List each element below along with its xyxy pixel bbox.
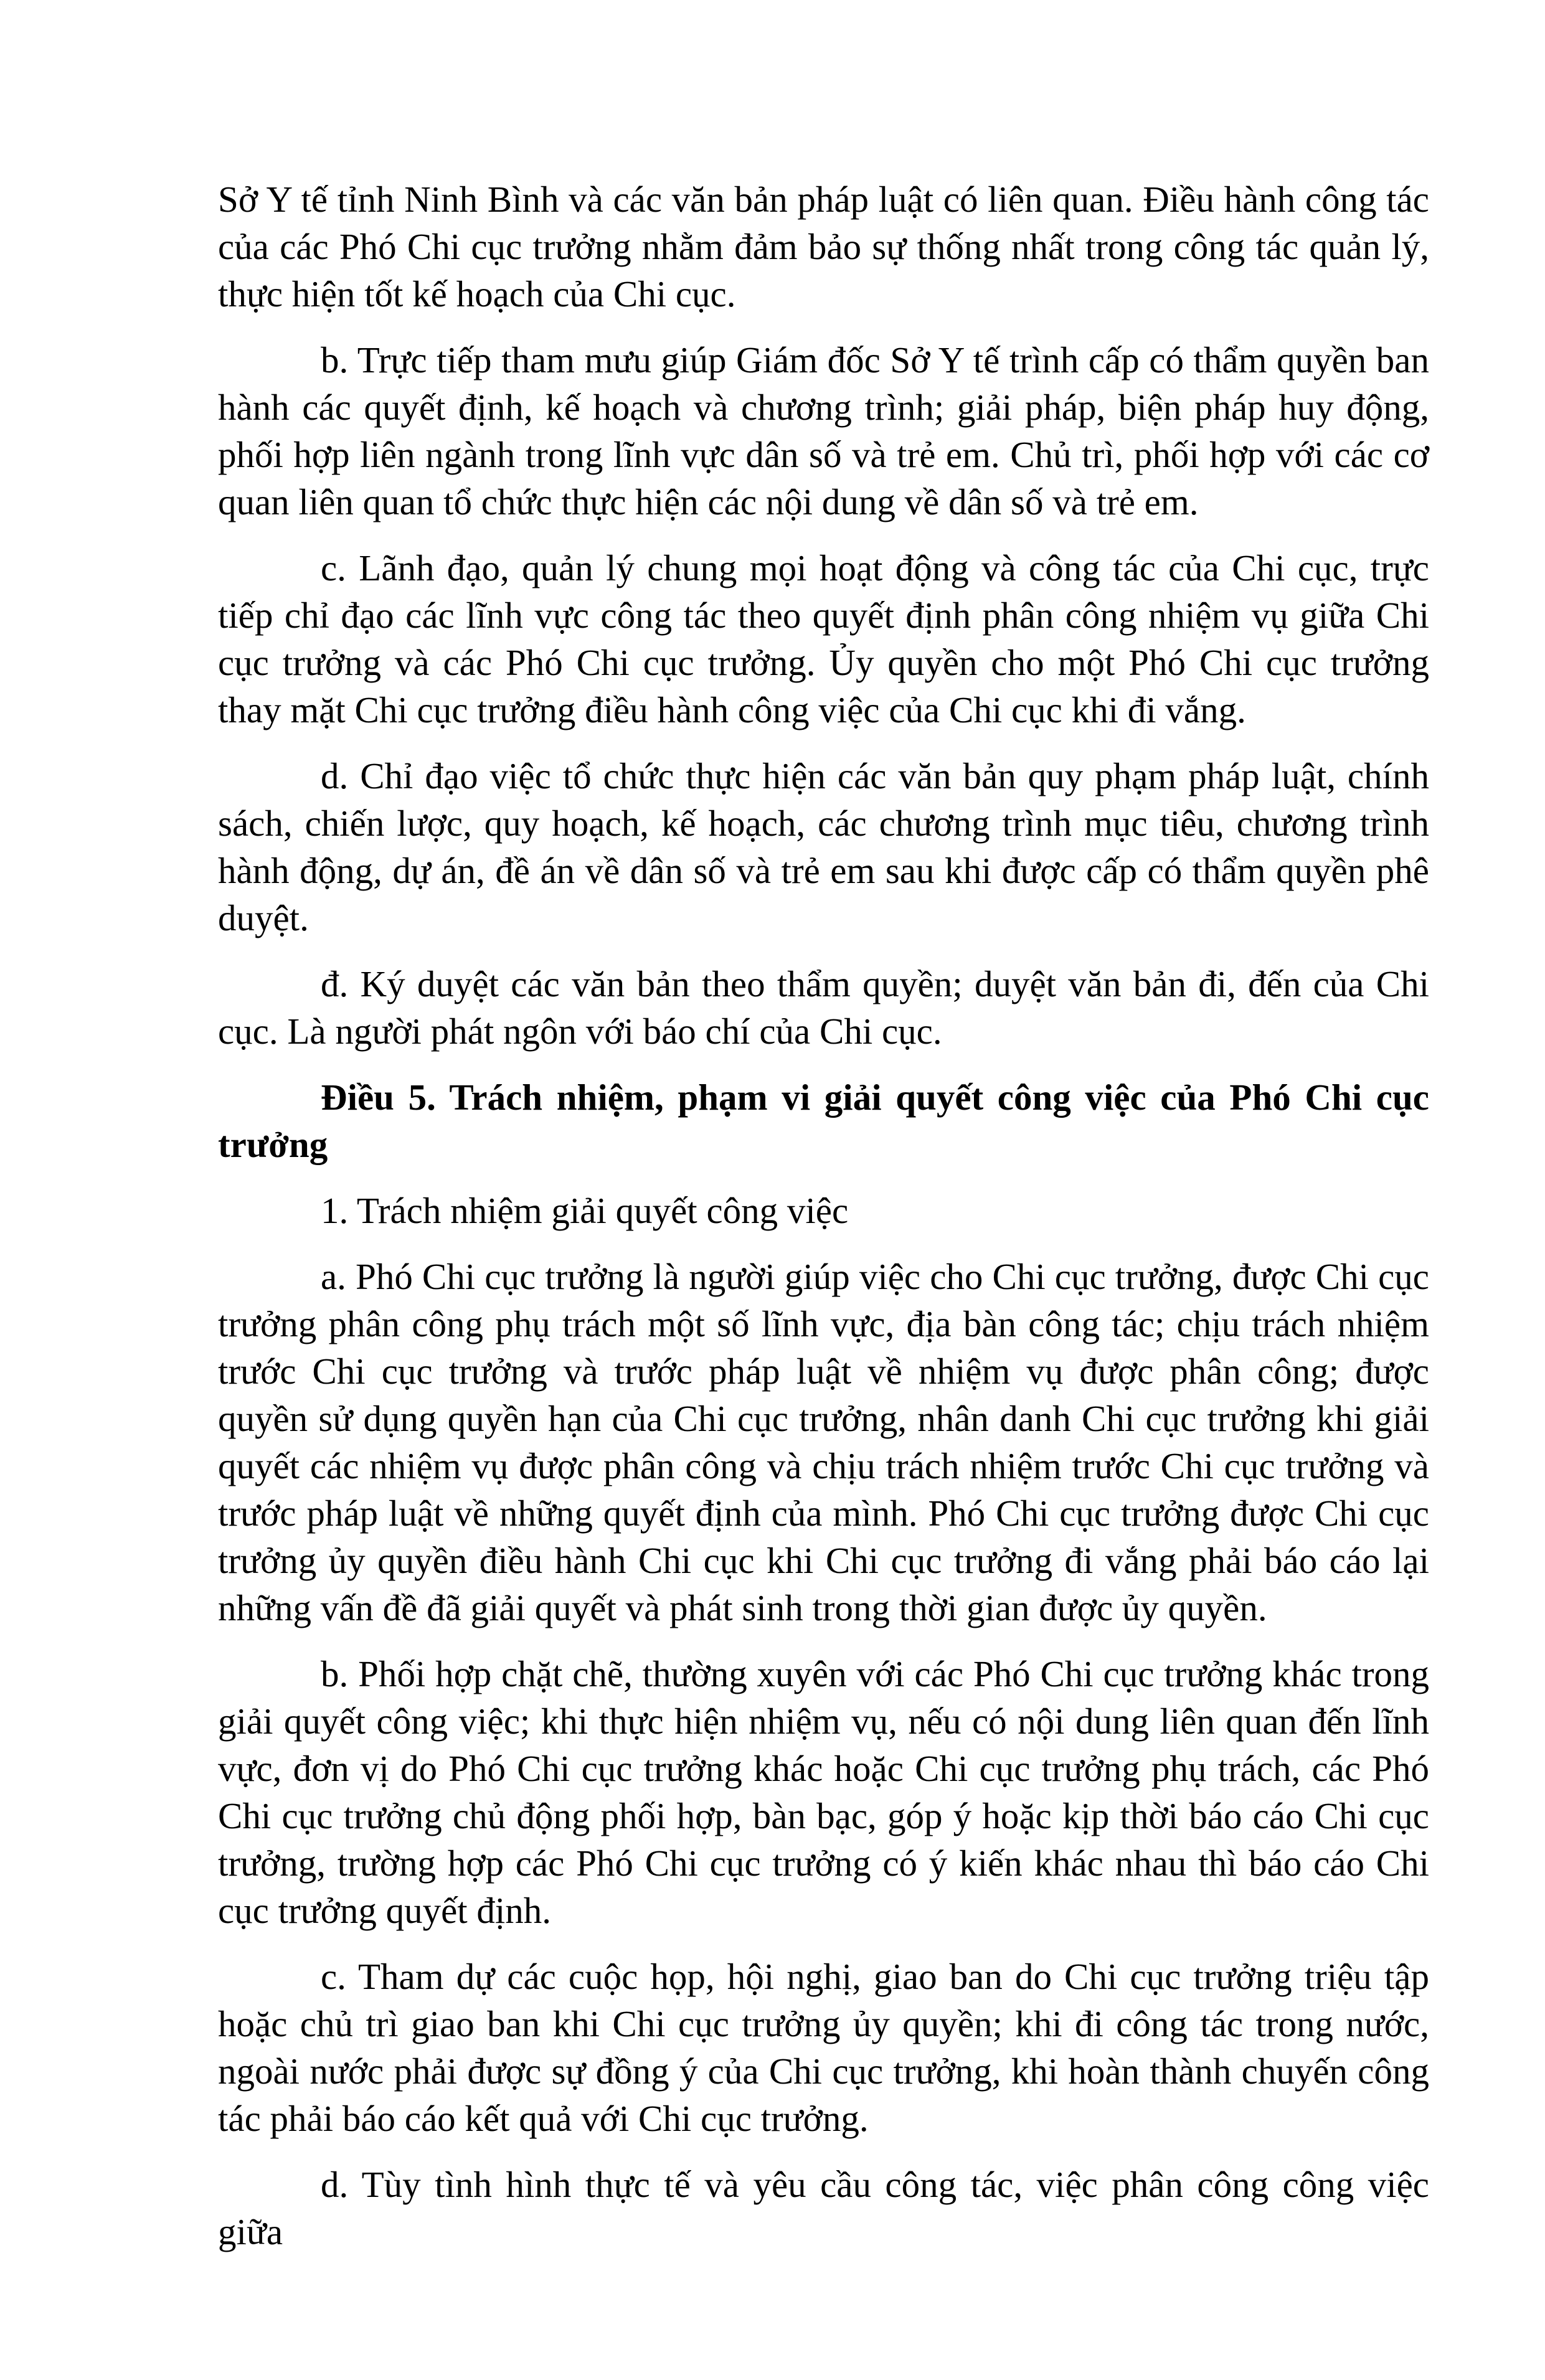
paragraph-item-a-article-5: a. Phó Chi cục trưởng là người giúp việc cho Chi cục trưởng, được Chi cục trưởng phân công phụ trách một số lĩnh vực, địa bàn công tác; chịu trách nhiệm trước Chi cục trưởng và trước pháp luật về nhiệm vụ được phân công; được quyền sử dụng quyền hạn của Chi cục trưởng, nhân danh Chi cục trưởng khi giải quyết các nhiệm vụ được phân công và chịu trách nhiệm trước Chi cục trưởng và trước pháp luật về những quyết định của mình. Phó Chi cục trưởng được Chi cục trưởng ủy quyền điều hành Chi cục khi Chi cục trưởng đi vắng phải báo cáo lại những vấn đề đã giải quyết và phát sinh trong thời gian được ủy quyền. [218,1256,1429,1628]
paragraph-section-1: 1. Trách nhiệm giải quyết công việc [321,1190,849,1231]
paragraph-item-dd-article-4: đ. Ký duyệt các văn bản theo thẩm quyền; duyệt văn bản đi, đến của Chi cục. Là người phát ngôn với báo chí của Chi cục. [218,963,1429,1052]
paragraph-item-b-article-5: b. Phối hợp chặt chẽ, thường xuyên với các Phó Chi cục trưởng khác trong giải quyết công việc; khi thực hiện nhiệm vụ, nếu có nội dung liên quan đến lĩnh vực, đơn vị do Phó Chi cục trưởng khác hoặc Chi cục trưởng phụ trách, các Phó Chi cục trưởng chủ động phối hợp, bàn bạc, góp ý hoặc kịp thời báo cáo Chi cục trưởng, trường hợp các Phó Chi cục trưởng có ý kiến khác nhau thì báo cáo Chi cục trưởng quyết định. [218,1653,1429,1931]
article-5-heading: Điều 5. Trách nhiệm, phạm vi giải quyết công việc của Phó Chi cục trưởng [218,1077,1429,1165]
paragraph-item-d-article-4: d. Chỉ đạo việc tổ chức thực hiện các văn bản quy phạm pháp luật, chính sách, chiến lược, quy hoạch, kế hoạch, các chương trình mục tiêu, chương trình hành động, dự án, đề án về dân số và trẻ em sau khi được cấp có thẩm quyền phê duyệt. [218,755,1429,938]
paragraph-item-c-article-4: c. Lãnh đạo, quản lý chung mọi hoạt động và công tác của Chi cục, trực tiếp chỉ đạo các lĩnh vực công tác theo quyết định phân công nhiệm vụ giữa Chi cục trưởng và các Phó Chi cục trưởng. Ủy quyền cho một Phó Chi cục trưởng thay mặt Chi cục trưởng điều hành công việc của Chi cục khi đi vắng. [218,547,1429,730]
paragraph-item-b-article-4: b. Trực tiếp tham mưu giúp Giám đốc Sở Y tế trình cấp có thẩm quyền ban hành các quyết định, kế hoạch và chương trình; giải pháp, biện pháp huy động, phối hợp liên ngành trong lĩnh vực dân số và trẻ em. Chủ trì, phối hợp với các cơ quan liên quan tổ chức thực hiện các nội dung về dân số và trẻ em. [218,339,1429,522]
paragraph-item-d-article-5: d. Tùy tình hình thực tế và yêu cầu công tác, việc phân công công việc giữa [218,2164,1429,2252]
paragraph-item-c-article-5: c. Tham dự các cuộc họp, hội nghị, giao ban do Chi cục trưởng triệu tập hoặc chủ trì giao ban khi Chi cục trưởng ủy quyền; khi đi công tác trong nước, ngoài nước phải được sự đồng ý của Chi cục trưởng, khi hoàn thành chuyến công tác phải báo cáo kết quả với Chi cục trưởng. [218,1956,1429,2139]
paragraph-continuation: Sở Y tế tỉnh Ninh Bình và các văn bản pháp luật có liên quan. Điều hành công tác của các Phó Chi cục trưởng nhằm đảm bảo sự thống nhất trong công tác quản lý, thực hiện tốt kế hoạch của Chi cục. [218,179,1429,314]
